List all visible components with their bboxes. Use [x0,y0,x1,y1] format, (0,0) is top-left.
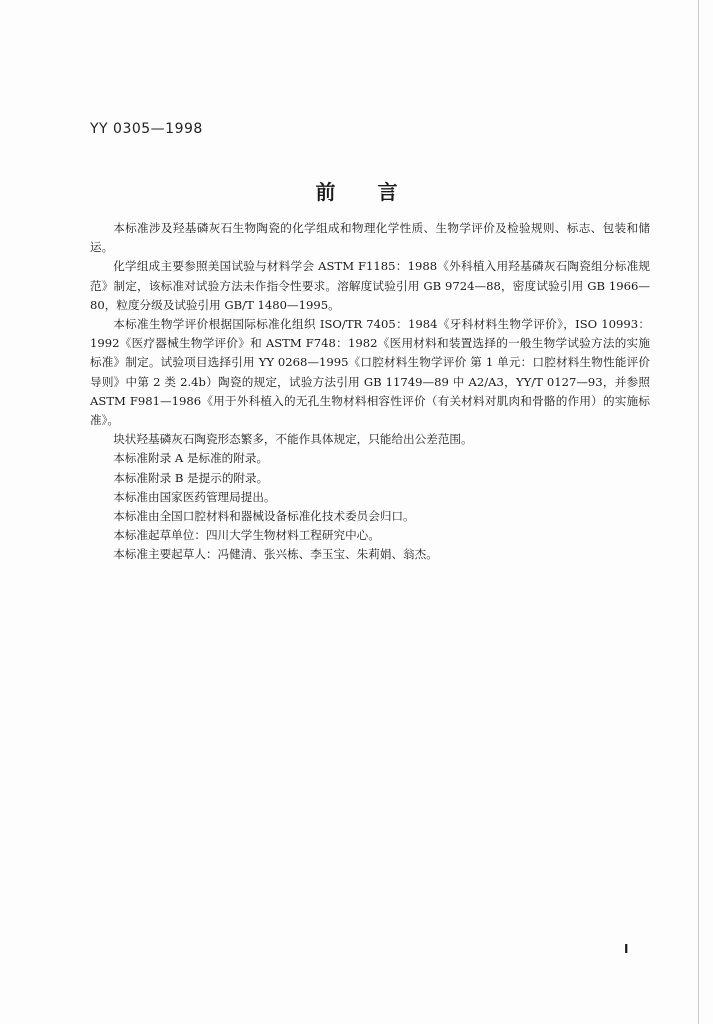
paragraph-block-tolerance: 块状羟基磷灰石陶瓷形态繁多，不能作具体规定，只能给出公差范围。 [113,432,473,447]
paragraph-drafters: 本标准主要起草人：冯健清、张兴栋、李玉宝、朱莉娟、翁杰。 [113,547,438,562]
paragraph-scope: 本标准涉及羟基磷灰石生物陶瓷的化学组成和物理化学性质、生物学评价及检验规则、标志、包装和储运。 [90,221,650,255]
paragraph-appendix-b: 本标准附录 B 是提示的附录。 [113,470,269,485]
foreword-body [90,219,650,565]
page-edge-line [698,0,699,1024]
paragraph-drafting-unit: 本标准起草单位：四川大学生物材料工程研究中心。 [113,528,380,543]
paragraph-biological-evaluation: 本标准生物学评价根据国际标准化组织 ISO/TR 7405：1984《牙科材料生物学评价》，ISO 10993：1992《医疗器械生物学评价》和 ASTM F748：1982《医用材料和装置选择的一般生物学试验方法的实施标准》制定。试验项目选择引用 YY 0268—1995《口腔材料生物学评价 第 1 单元：口腔材料生物性能评价导则》中第 2 类 2.4b）陶瓷的规定，试验方法引用 GB 11749—89 中 A2/A3，YY/T 0127—93，并参照 ASTM F981—1986《用于外科植入的无孔生物材料相容性评价（有关材料对肌肉和骨骼的作用）的实施标准》。 [90,317,650,428]
page-title: 前言 [315,180,440,204]
paragraph-proposed-by: 本标准由国家医药管理局提出。 [113,489,276,504]
standard-code: YY 0305—1998 [90,121,203,137]
paragraph-chemical-composition: 化学组成主要参照美国试验与材料学会 ASTM F1185：1988《外科植入用羟基磷灰石陶瓷组分标准规范》制定，该标准对试验方法未作指令性要求。溶解度试验引用 GB 9724—88，密度试验引用 GB 1966—80，粒度分级及试验引用 GB/T 1480—1995。 [90,259,650,312]
paragraph-administered-by: 本标准由全国口腔材料和器械设备标准化技术委员会归口。 [113,509,415,524]
page-number: I [624,942,629,956]
paragraph-appendix-a: 本标准附录 A 是标准的附录。 [113,451,269,466]
